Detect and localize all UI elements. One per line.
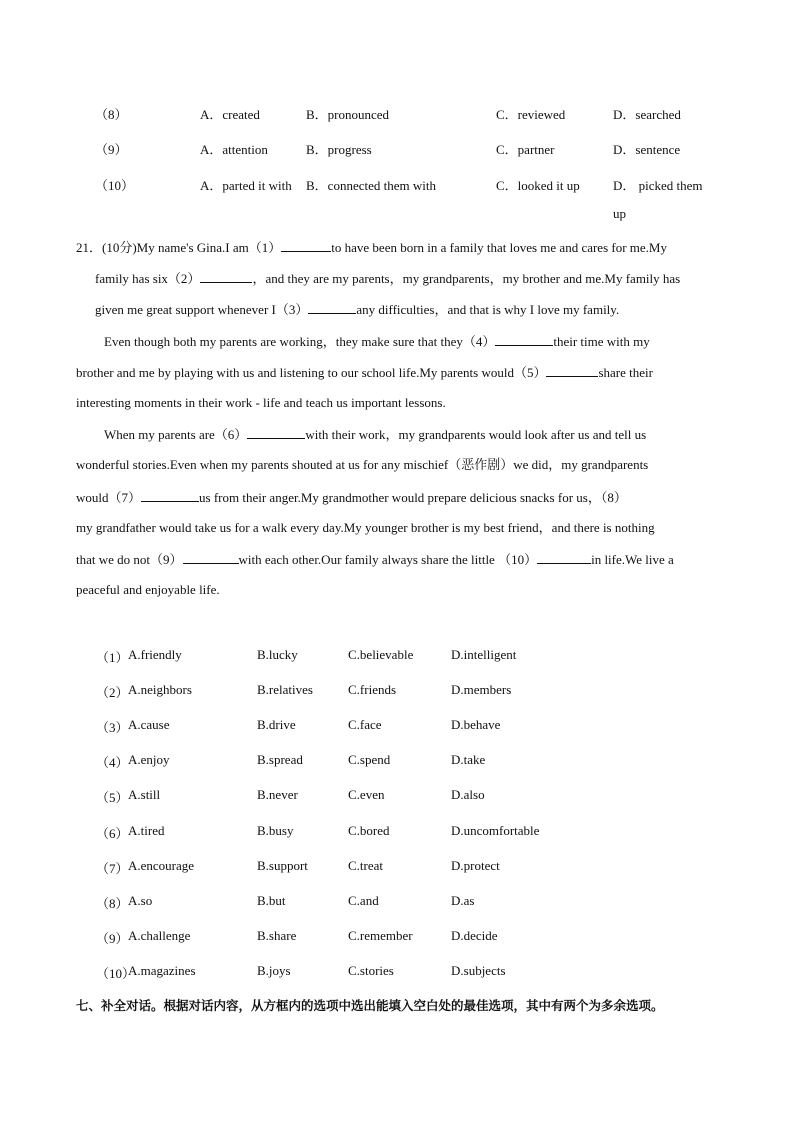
option-row: [0, 682, 794, 700]
option-a: A.challenge: [128, 928, 191, 943]
option-c: C.treat: [348, 858, 384, 873]
option-number: （9）: [95, 142, 128, 157]
option-b: B.joys: [257, 963, 291, 978]
answer-blank: [537, 551, 591, 564]
passage-line: peaceful and enjoyable life.: [76, 582, 220, 597]
answer-blank: [183, 551, 239, 564]
option-row: [0, 823, 794, 841]
option-b: B.spread: [257, 752, 303, 767]
option-number: （5）: [96, 790, 129, 805]
option-row: [0, 963, 794, 981]
option-b: B.share: [257, 928, 297, 943]
option-row: [0, 787, 794, 805]
option-number: （3）: [96, 720, 129, 735]
passage-line: family has six（2） ，and they are my parents，my grandparents，my brother and me.My family has: [95, 271, 681, 286]
option-c: C．looked it up: [496, 178, 580, 193]
option-row: [0, 647, 794, 665]
option-d: D.decide: [451, 928, 498, 943]
option-d: D.behave: [451, 717, 501, 732]
option-a: A．created: [200, 107, 260, 122]
option-row: [0, 752, 794, 770]
option-number: （9）: [96, 931, 129, 946]
option-c: C.remember: [348, 928, 413, 943]
option-b: B．progress: [306, 142, 372, 157]
option-c: C．reviewed: [496, 107, 566, 122]
passage-line: that we do not（9） with each other.Our family always share the little （10） in life.We live a: [76, 552, 674, 567]
option-b: B.support: [257, 858, 308, 873]
option-a: A.tired: [128, 823, 165, 838]
option-b: B.lucky: [257, 647, 298, 662]
passage-line: interesting moments in their work - life and teach us important lessons.: [76, 395, 446, 410]
option-number: （4）: [96, 755, 129, 770]
option-c: C．partner: [496, 142, 555, 157]
option-d: D．searched: [613, 107, 681, 122]
option-a: A.neighbors: [128, 682, 192, 697]
answer-blank: [247, 426, 305, 439]
option-a: A．parted it with: [200, 178, 292, 193]
option-b: B.never: [257, 787, 298, 802]
option-number: （10）: [95, 178, 135, 193]
option-d: D.intelligent: [451, 647, 517, 662]
option-a: A.enjoy: [128, 752, 170, 767]
option-b: B.relatives: [257, 682, 313, 697]
passage-line: When my parents are（6） with their work，my grandparents would look after us and tell us: [104, 427, 647, 442]
option-d: D.take: [451, 752, 486, 767]
option-d: D．sentence: [613, 142, 681, 157]
answer-blank: [141, 489, 199, 502]
option-a: A.still: [128, 787, 161, 802]
option-d: D.also: [451, 787, 485, 802]
option-c: C.even: [348, 787, 385, 802]
option-a: A.so: [128, 893, 153, 908]
option-row: [0, 928, 794, 946]
answer-blank: [281, 239, 331, 252]
option-a: A.cause: [128, 717, 170, 732]
option-b: B．connected them with: [306, 178, 436, 193]
option-row: [0, 717, 794, 735]
passage-line: Even though both my parents are working，they make sure that they（4） their time with my: [104, 334, 650, 349]
passage-line: wonderful stories.Even when my parents shouted at us for any mischief（恶作剧）we did，my grandparents: [76, 457, 649, 472]
passage-line: given me great support whenever I（3） any difficulties，and that is why I love my family.: [95, 302, 620, 317]
option-c: C.bored: [348, 823, 390, 838]
option-a: A.friendly: [128, 647, 182, 662]
option-d: D.members: [451, 682, 512, 697]
option-d-continued: up: [613, 206, 626, 221]
answer-blank: [200, 270, 252, 283]
answer-blank: [308, 301, 356, 314]
option-number: （8）: [96, 896, 129, 911]
option-number: （7）: [96, 861, 129, 876]
option-c: C.friends: [348, 682, 397, 697]
answer-blank: [495, 333, 553, 346]
option-number: （8）: [95, 107, 128, 122]
option-c: C.stories: [348, 963, 394, 978]
option-a: A.encourage: [128, 858, 195, 873]
option-c: C.spend: [348, 752, 391, 767]
passage-line: my grandfather would take us for a walk every day.My younger brother is my best friend，and there is nothing: [76, 520, 655, 535]
option-d: D.uncomfortable: [451, 823, 540, 838]
option-d: D.protect: [451, 858, 500, 873]
option-row: [0, 858, 794, 876]
option-d: D.as: [451, 893, 475, 908]
option-a: A.magazines: [128, 963, 196, 978]
passage-line: brother and me by playing with us and listening to our school life.My parents would（5） share their: [76, 365, 653, 380]
option-a: A．attention: [200, 142, 268, 157]
option-b: B．pronounced: [306, 107, 390, 122]
section-seven-heading: 七、补全对话。根据对话内容，从方框内的选项中选出能填入空白处的最佳选项，其中有两个为多余选项。: [76, 998, 664, 1013]
option-number: （2）: [96, 685, 129, 700]
option-b: B.drive: [257, 717, 296, 732]
answer-blank: [546, 364, 598, 377]
option-d: D． picked them: [613, 178, 703, 193]
option-number: （10）: [96, 966, 136, 981]
option-c: C.face: [348, 717, 382, 732]
option-c: C.and: [348, 893, 379, 908]
option-number: （1）: [96, 650, 129, 665]
option-b: B.but: [257, 893, 286, 908]
passage-line: 21．(10分)My name's Gina.I am（1） to have been born in a family that loves me and cares for me.My: [76, 240, 667, 255]
passage-line: would（7） us from their anger.My grandmother would prepare delicious snacks for us，（8）: [76, 490, 627, 505]
option-d: D.subjects: [451, 963, 506, 978]
option-number: （6）: [96, 826, 129, 841]
option-b: B.busy: [257, 823, 294, 838]
option-c: C.believable: [348, 647, 414, 662]
question-label: 21．(10分): [76, 240, 137, 255]
option-row: [0, 893, 794, 911]
